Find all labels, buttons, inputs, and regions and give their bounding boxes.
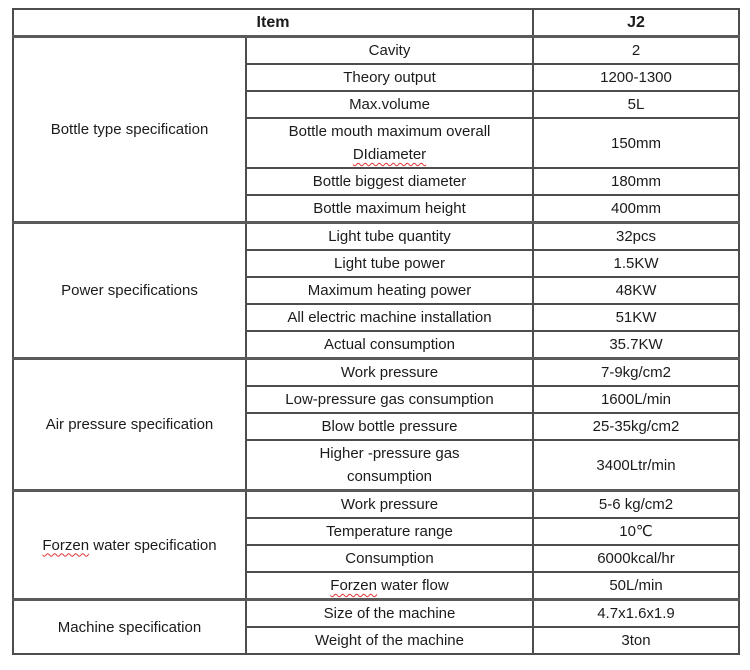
spec-value-cell: 35.7KW [533,331,739,359]
spec-label-cell: Consumption [246,545,533,572]
spec-value-cell: 150mm [533,118,739,168]
spec-value-cell: 48KW [533,277,739,304]
spec-value-cell: 5-6 kg/cm2 [533,491,739,519]
spec-value-cell: 32pcs [533,223,739,251]
spec-label-cell: Size of the machine [246,600,533,628]
spec-label-cell: Work pressure [246,491,533,519]
spec-label-rest: water flow [376,577,449,594]
spec-label-cell: Maximum heating power [246,277,533,304]
spec-value-cell: 6000kcal/hr [533,545,739,572]
spec-label-cell: Light tube power [246,250,533,277]
spec-label-cell: All electric machine installation [246,304,533,331]
spec-label-cell: Theory output [246,64,533,91]
section-air-pressure [13,359,739,491]
spec-label-cell: Bottle biggest diameter [246,168,533,195]
machine-spec-table [12,8,740,655]
spec-value-cell: 1600L/min [533,386,739,413]
label-line-1: Bottle mouth maximum overall [288,123,491,140]
spec-value-cell: 4.7x1.6x1.9 [533,600,739,628]
spec-value-cell: 51KW [533,304,739,331]
spec-row [13,359,739,387]
spec-label-cell: Temperature range [246,518,533,545]
category-cell-machine: Machine specification [13,600,246,655]
spec-value-cell: 5L [533,91,739,118]
spec-label-cell [246,440,533,491]
spec-label-cell: Cavity [246,37,533,65]
spec-value-cell: 400mm [533,195,739,223]
spec-value-cell: 7-9kg/cm2 [533,359,739,387]
spec-value-cell: 10℃ [533,518,739,545]
section-bottle-type [13,37,739,223]
spec-value-cell: 3ton [533,627,739,654]
spec-row [13,223,739,251]
spec-label-cell: Weight of the machine [246,627,533,654]
spec-label-cell: Work pressure [246,359,533,387]
spec-value-cell: 2 [533,37,739,65]
section-power [13,223,739,359]
label-line-2: consumption [346,468,433,485]
header-row [13,9,739,37]
spec-row [13,491,739,519]
category-cell-frozen-water [13,491,246,600]
spec-value-cell: 1200-1300 [533,64,739,91]
spec-value-cell: 3400Ltr/min [533,440,739,491]
category-label-rest: water specification [89,536,217,554]
spec-value-cell: 50L/min [533,572,739,600]
section-frozen-water [13,491,739,600]
spec-label-cell: Low-pressure gas consumption [246,386,533,413]
spec-label-cell: Bottle maximum height [246,195,533,223]
section-machine [13,600,739,655]
spec-label-cell: Blow bottle pressure [246,413,533,440]
misspelled-word: DIdiameter [352,146,427,163]
misspelled-word: Forzen [42,536,90,554]
spec-value-cell: 180mm [533,168,739,195]
category-cell-air-pressure: Air pressure specification [13,359,246,491]
label-line-1: Higher -pressure gas [319,445,460,462]
category-cell-bottle-type: Bottle type specification [13,37,246,223]
misspelled-word: Forzen [330,577,377,594]
spec-value-cell: 25-35kg/cm2 [533,413,739,440]
spec-row [13,37,739,65]
spec-row [13,600,739,628]
table-header [13,9,739,37]
category-cell-power: Power specifications [13,223,246,359]
spec-value-cell: 1.5KW [533,250,739,277]
header-item-cell: Item [13,9,533,37]
header-model-cell: J2 [533,9,739,37]
spec-label-cell: Max.volume [246,91,533,118]
spec-label-cell [246,572,533,600]
label-line-2 [251,143,528,166]
spec-label-cell [246,118,533,168]
spec-label-cell: Actual consumption [246,331,533,359]
spec-label-cell: Light tube quantity [246,223,533,251]
